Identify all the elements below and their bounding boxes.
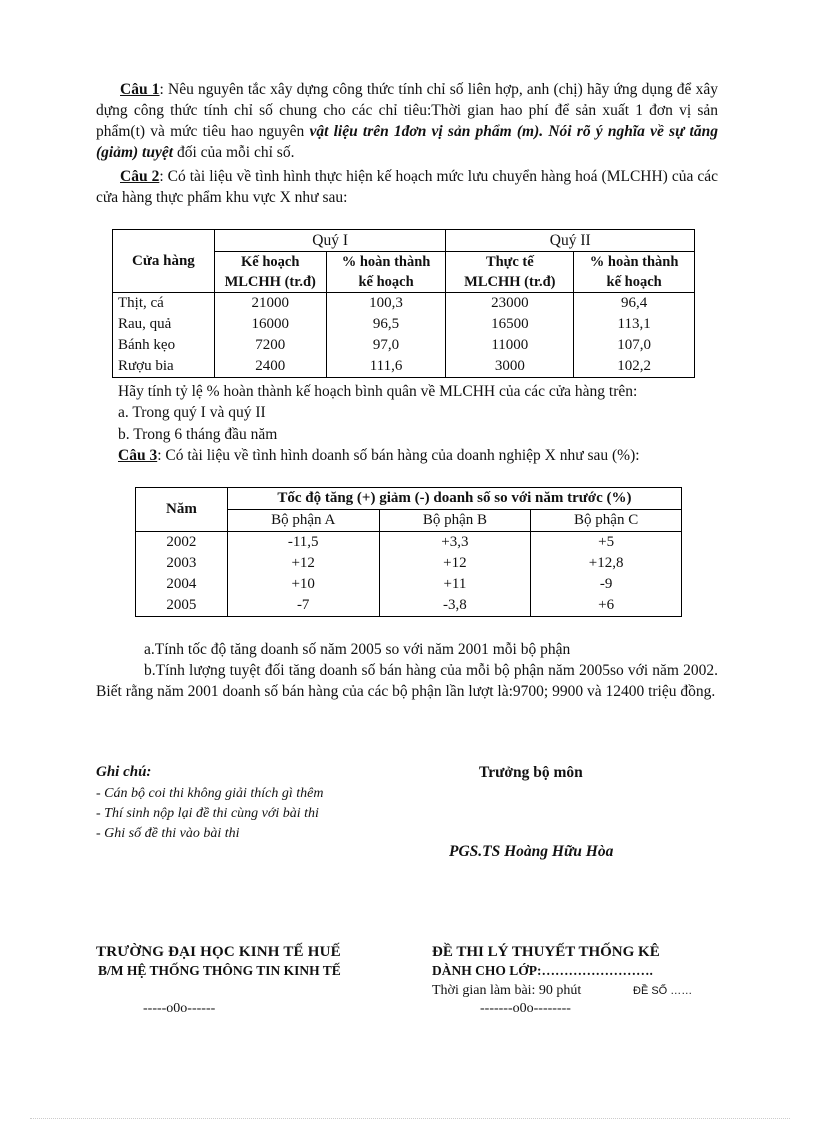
exam-time: Thời gian làm bài: 90 phút (432, 983, 582, 998)
sales-table-header-b: Bộ phận B (379, 510, 531, 532)
table-row: 2004 +10 +11 -9 (136, 574, 682, 595)
sales-table-header-growth: Tốc độ tăng (+) giảm (-) doanh số so với năm trước (%) (227, 488, 681, 510)
sales-table-header-c: Bộ phận C (531, 510, 682, 532)
question-3 (118, 445, 640, 466)
sales-table-header-year: Năm (136, 488, 228, 532)
exam-number: ĐỀ SỐ …… (633, 985, 693, 997)
question-2 (96, 166, 718, 208)
question-3-label: Câu 3 (118, 447, 158, 464)
note-item: - Cán bộ coi thi không giải thích gì thêm (96, 786, 324, 801)
question-1 (96, 79, 718, 163)
table-row: Rau, quả 16000 96,5 16500 113,1 (113, 314, 695, 335)
table-row: Bánh kẹo 7200 97,0 11000 107,0 (113, 335, 695, 356)
table-row: 2003 +12 +12 +12,8 (136, 553, 682, 574)
table-row: Rượu bia 2400 111,6 3000 102,2 (113, 356, 695, 378)
plan-table-header-actual: Thực tế MLCHH (tr.đ) (446, 252, 574, 293)
plan-table-header-q1: Quý I (214, 230, 446, 252)
signature-role: Trưởng bộ môn (479, 764, 583, 781)
question-2-text: : Có tài liệu về tình hình thực hiện kế hoạch mức lưu chuyển hàng hoá (MLCHH) của các cửa hàng thực phẩm khu vực X như sau: (96, 168, 718, 206)
question-2-label: Câu 2 (120, 168, 160, 185)
plan-table-header-pct1: % hoàn thành kế hoạch (326, 252, 446, 293)
note-item: - Ghi số đề thi vào bài thi (96, 826, 240, 841)
question-3-part-b: b.Tính lượng tuyệt đối tăng doanh số bán hàng của mỗi bộ phận năm 2005so với năm 2002. Biết rằng năm 2001 doanh số bán hàng của các bộ phận lần lượt là:9700; 9900 và 12400 triệu đồng. (96, 662, 718, 700)
sales-table-header-a: Bộ phận A (227, 510, 379, 532)
department-name: B/M HỆ THỐNG THÔNG TIN KINH TẾ (98, 963, 341, 978)
question-2-part-b: b. Trong 6 tháng đầu năm (118, 426, 278, 443)
signature-name: PGS.TS Hoàng Hữu Hòa (449, 843, 614, 860)
question-3-text: : Có tài liệu về tình hình doanh số bán hàng của doanh nghiệp X như sau (%): (157, 447, 640, 464)
exam-class: DÀNH CHO LỚP:……………………. (432, 963, 653, 978)
plan-table-header-store: Cửa hàng (113, 230, 215, 293)
sales-table (135, 487, 682, 617)
exam-title: ĐỀ THI LÝ THUYẾT THỐNG KÊ (432, 944, 660, 960)
plan-table-header-pct2: % hoàn thành kế hoạch (574, 252, 695, 293)
university-name: TRƯỜNG ĐẠI HỌC KINH TẾ HUẾ (96, 944, 341, 960)
question-1-italic-2: . Nói rõ ý nghĩa về sự tăng (giảm) tuyệt (96, 123, 718, 161)
plan-table-header-plan: Kế hoạch MLCHH (tr.đ) (214, 252, 326, 293)
table-row: 2005 -7 -3,8 +6 (136, 595, 682, 617)
table-row: 2002 -11,5 +3,3 +5 (136, 532, 682, 554)
page-bottom-rule (30, 1118, 790, 1119)
plan-table (112, 229, 695, 378)
question-1-label: Câu 1 (120, 81, 160, 98)
question-1-italic-1: vật liệu trên 1đơn vị sản phẩm (m) (309, 123, 540, 140)
question-2-part-a: a. Trong quý I và quý II (118, 404, 266, 421)
plan-table-header-q2: Quý II (446, 230, 695, 252)
note-item: - Thí sinh nộp lại đề thi cùng với bài thi (96, 806, 319, 821)
separator-left: -----o0o------ (143, 1001, 216, 1016)
table-row: Thịt, cá 21000 100,3 23000 96,4 (113, 293, 695, 315)
question-1-text: : Nêu nguyên tắc xây dựng công thức tính chỉ số liên hợp, anh (chị) hãy ứng dụng để xây dựng công thức tính chỉ số chung cho các chỉ tiêu:Thời gian hao phí để sản xuất 1 đơn vị sản phẩm(t) và mức tiêu hao nguyên (96, 81, 718, 140)
question-3-part-a: a.Tính tốc độ tăng doanh số năm 2005 so với năm 2001 mỗi bộ phận (144, 641, 571, 658)
question-1-text-end: đối của mỗi chỉ số. (173, 144, 295, 161)
separator-right: -------o0o-------- (480, 1001, 571, 1016)
notes-title: Ghi chú: (96, 764, 152, 780)
question-2-ask: Hãy tính tỷ lệ % hoàn thành kế hoạch bình quân về MLCHH của các cửa hàng trên: (118, 383, 638, 400)
